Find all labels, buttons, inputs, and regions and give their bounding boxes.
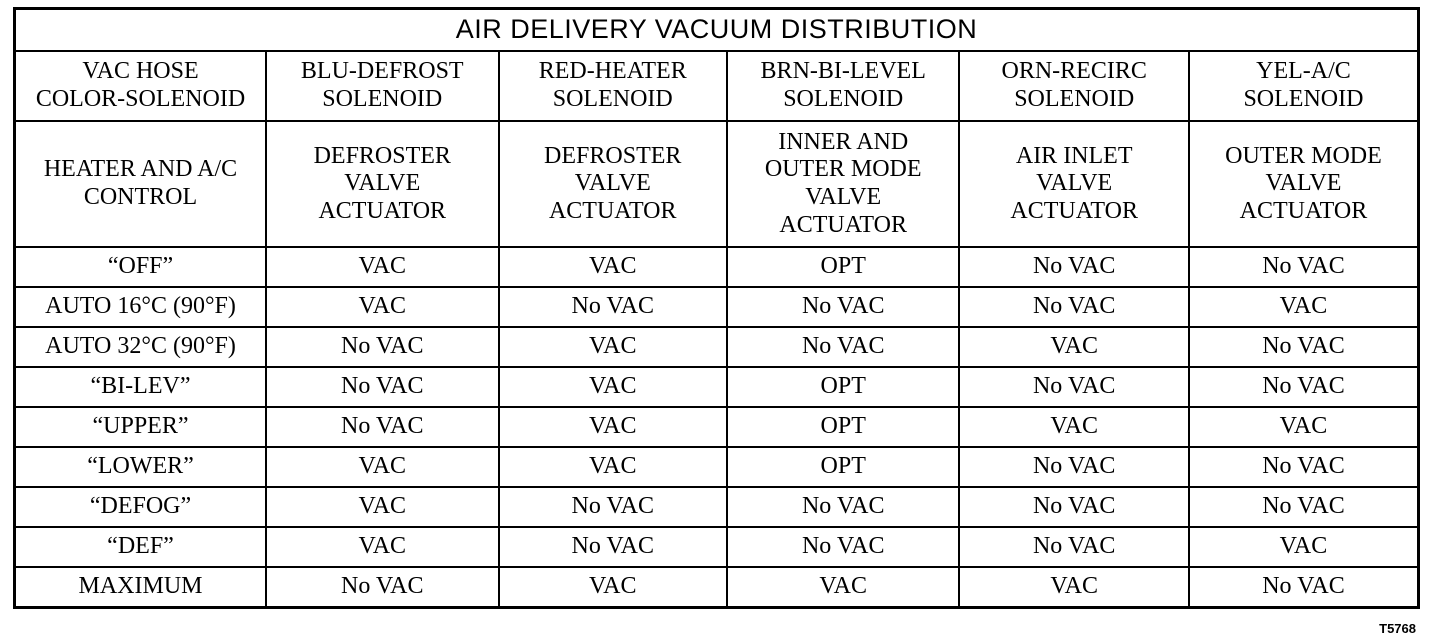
vacuum-distribution-table xyxy=(13,7,1420,609)
control-setting: “DEFOG” xyxy=(15,487,267,527)
actuator-header-mode xyxy=(727,121,959,247)
control-setting: “LOWER” xyxy=(15,447,267,487)
actuator-header-row xyxy=(15,121,1419,247)
hose-header-line1: RED-HEATER xyxy=(538,58,687,85)
table-row xyxy=(15,487,1419,527)
control-label-line1: HEATER AND A/C xyxy=(43,156,238,183)
table-title: AIR DELIVERY VACUUM DISTRIBUTION xyxy=(15,9,1419,52)
table-cell: VAC xyxy=(266,287,498,327)
actuator-line: ACTUATOR xyxy=(1010,197,1138,224)
table-row xyxy=(15,447,1419,487)
table-cell: No VAC xyxy=(1189,567,1419,608)
hose-header-red-heater xyxy=(499,51,727,121)
hose-header-line2: SOLENOID xyxy=(1243,86,1364,112)
actuator-line: VALVE xyxy=(344,170,421,197)
actuator-line: VALVE xyxy=(1265,170,1342,197)
table-cell: No VAC xyxy=(266,407,498,447)
hose-header-line1: YEL-A/C xyxy=(1256,58,1351,85)
table-cell: VAC xyxy=(1189,407,1419,447)
hose-header-line2: SOLENOID xyxy=(322,86,443,112)
table-cell: No VAC xyxy=(1189,447,1419,487)
table-cell: No VAC xyxy=(1189,327,1419,367)
actuator-line: AIR INLET xyxy=(1015,142,1133,169)
table-cell: No VAC xyxy=(727,527,959,567)
table-cell: VAC xyxy=(727,567,959,608)
table-cell: VAC xyxy=(1189,527,1419,567)
control-setting: “BI-LEV” xyxy=(15,367,267,407)
table-row xyxy=(15,367,1419,407)
table-row xyxy=(15,407,1419,447)
table-cell: VAC xyxy=(266,447,498,487)
table-cell: VAC xyxy=(266,487,498,527)
table-cell: VAC xyxy=(266,247,498,287)
actuator-header-air-inlet xyxy=(959,121,1188,247)
table-cell: VAC xyxy=(1189,287,1419,327)
hose-header-line1: BRN-BI-LEVEL xyxy=(760,58,926,85)
table-cell: VAC xyxy=(959,407,1188,447)
actuator-line: OUTER MODE xyxy=(764,156,922,183)
hose-header-orn-recirc xyxy=(959,51,1188,121)
actuator-line: DEFROSTER xyxy=(544,142,682,169)
table-cell: OPT xyxy=(727,447,959,487)
hose-color-header-row xyxy=(15,51,1419,121)
table-cell: VAC xyxy=(499,247,727,287)
actuator-line: ACTUATOR xyxy=(548,197,677,224)
table-cell: No VAC xyxy=(499,527,727,567)
table-row xyxy=(15,567,1419,608)
table-cell: No VAC xyxy=(266,567,498,608)
table-cell: No VAC xyxy=(499,287,727,327)
table-cell: No VAC xyxy=(266,327,498,367)
hose-color-label xyxy=(15,51,267,121)
table-cell: VAC xyxy=(499,327,727,367)
table-cell: VAC xyxy=(959,567,1188,608)
control-setting: “UPPER” xyxy=(15,407,267,447)
table-cell: No VAC xyxy=(1189,367,1419,407)
hose-header-line2: SOLENOID xyxy=(1014,86,1135,112)
table-cell: VAC xyxy=(266,527,498,567)
table-cell: No VAC xyxy=(727,487,959,527)
table-cell: No VAC xyxy=(959,247,1188,287)
table-cell: No VAC xyxy=(499,487,727,527)
hose-header-brn-bi-level xyxy=(727,51,959,121)
table-cell: No VAC xyxy=(959,367,1188,407)
control-setting: AUTO 32°C (90°F) xyxy=(15,327,267,367)
table-cell: VAC xyxy=(499,367,727,407)
hose-color-label-line1: VAC HOSE xyxy=(82,58,199,85)
figure-id: T5768 xyxy=(1379,621,1416,636)
control-setting: “DEF” xyxy=(15,527,267,567)
table-cell: No VAC xyxy=(959,287,1188,327)
hose-header-blu-defrost xyxy=(266,51,498,121)
control-label-line2: CONTROL xyxy=(83,184,198,210)
table-row xyxy=(15,287,1419,327)
table-cell: No VAC xyxy=(727,327,959,367)
table-cell: No VAC xyxy=(959,487,1188,527)
table-cell: No VAC xyxy=(959,527,1188,567)
control-label xyxy=(15,121,267,247)
control-setting: AUTO 16°C (90°F) xyxy=(15,287,267,327)
hose-color-label-line2: COLOR-SOLENOID xyxy=(35,86,246,112)
table-cell: OPT xyxy=(727,247,959,287)
table-row xyxy=(15,527,1419,567)
actuator-line: VALVE xyxy=(574,170,651,197)
actuator-line: OUTER MODE xyxy=(1225,142,1382,169)
actuator-line: VALVE xyxy=(805,184,882,210)
actuator-line: VALVE xyxy=(1036,170,1113,197)
table-cell: No VAC xyxy=(1189,247,1419,287)
table-cell: No VAC xyxy=(1189,487,1419,527)
actuator-line: INNER AND xyxy=(778,128,909,155)
actuator-line: ACTUATOR xyxy=(1239,197,1368,224)
table-row xyxy=(15,327,1419,367)
actuator-line: ACTUATOR xyxy=(318,197,447,224)
table-row xyxy=(15,247,1419,287)
actuator-line: DEFROSTER xyxy=(313,142,451,169)
actuator-header-defroster-1 xyxy=(266,121,498,247)
table-cell: No VAC xyxy=(959,447,1188,487)
hose-header-line1: BLU-DEFROST xyxy=(300,58,464,85)
table-cell: OPT xyxy=(727,407,959,447)
table-cell: No VAC xyxy=(727,287,959,327)
table-cell: VAC xyxy=(499,407,727,447)
actuator-header-defroster-2 xyxy=(499,121,727,247)
control-setting: MAXIMUM xyxy=(15,567,267,608)
hose-header-yel-ac xyxy=(1189,51,1419,121)
table-cell: OPT xyxy=(727,367,959,407)
table-cell: VAC xyxy=(499,447,727,487)
title-row xyxy=(15,9,1419,52)
table-cell: VAC xyxy=(959,327,1188,367)
actuator-line: ACTUATOR xyxy=(779,211,907,238)
table-cell: VAC xyxy=(499,567,727,608)
table-cell: No VAC xyxy=(266,367,498,407)
control-setting: “OFF” xyxy=(15,247,267,287)
hose-header-line2: SOLENOID xyxy=(552,86,673,112)
hose-header-line2: SOLENOID xyxy=(783,86,904,112)
hose-header-line1: ORN-RECIRC xyxy=(1001,58,1147,85)
actuator-header-outer-mode xyxy=(1189,121,1419,247)
